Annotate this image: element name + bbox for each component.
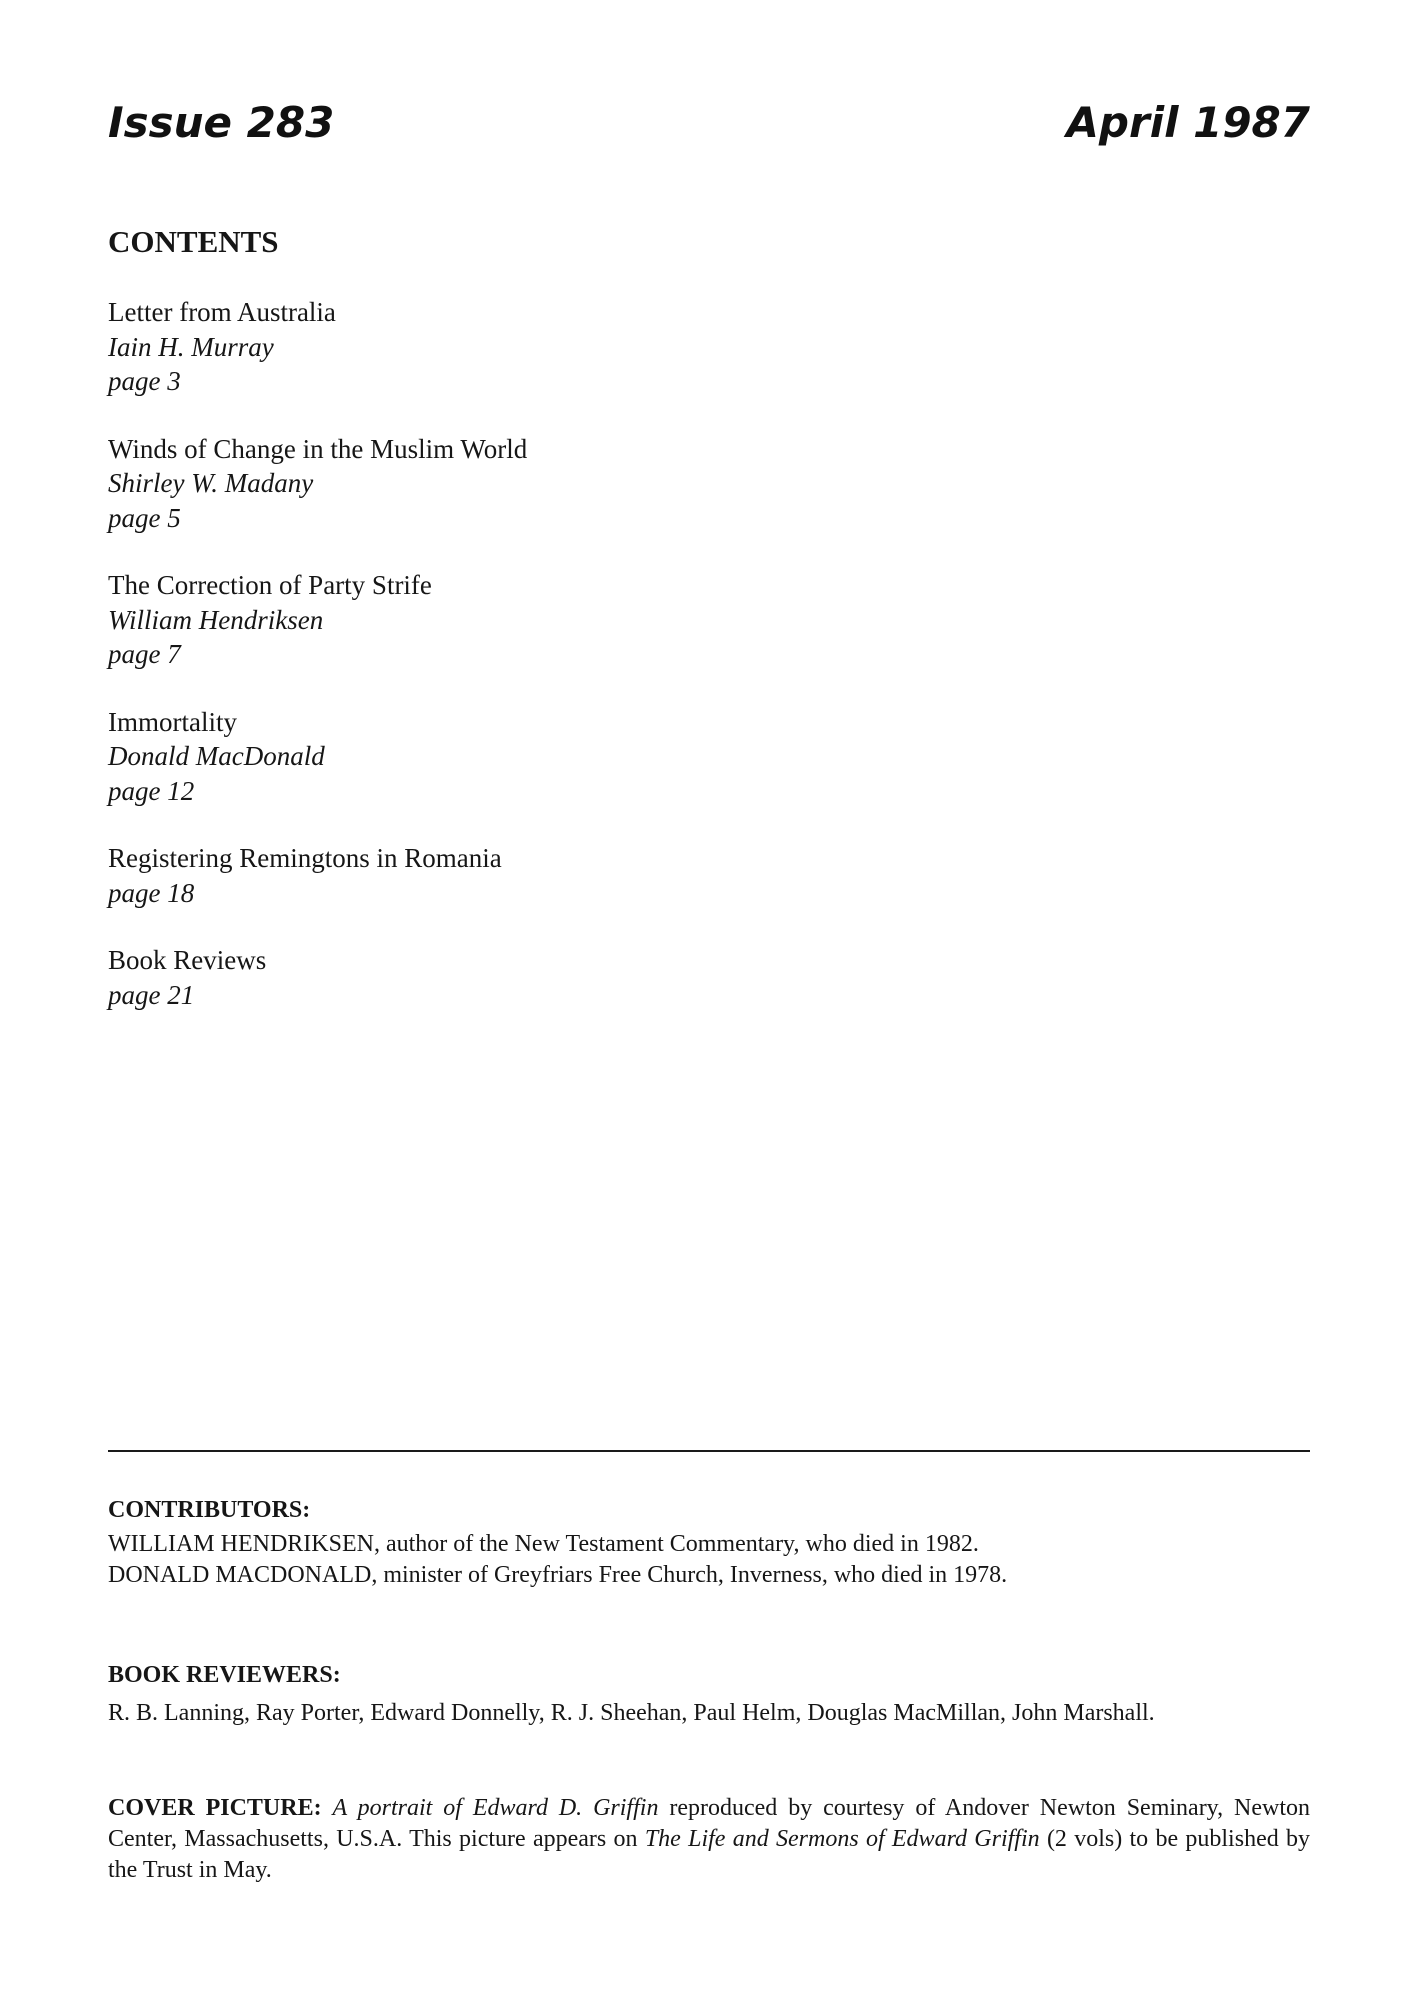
cover-picture-text-end: (2 vols) to be published by the Trust in May. [108, 1826, 1310, 1883]
article-author: William Hendriksen [108, 604, 324, 635]
contents-item [108, 432, 527, 536]
contents-item [108, 295, 527, 399]
section-divider [108, 1450, 1310, 1452]
article-page: page 7 [108, 639, 181, 669]
book-reviewers-heading: BOOK REVIEWERS: [108, 1662, 341, 1688]
article-author: Shirley W. Madany [108, 468, 314, 498]
cover-book-title: The Life and Sermons of Edward Griffin [644, 1826, 1040, 1852]
contents-heading: CONTENTS [108, 224, 279, 259]
article-page: page 3 [108, 366, 181, 396]
book-reviewers-list: R. B. Lanning, Ray Porter, Edward Donnelly, R. J. Sheehan, Paul Helm, Douglas MacMillan, John Marshall. [108, 1700, 1155, 1726]
cover-picture-heading: COVER PICTURE: [108, 1795, 322, 1821]
contents-item [108, 943, 527, 1012]
contents-list [108, 295, 527, 1045]
cover-portrait-title: A portrait of Edward D. Griffin [332, 1795, 659, 1821]
article-title: Immortality [108, 706, 237, 737]
contributors-section [108, 1495, 1310, 1591]
cover-picture-section [108, 1793, 1310, 1886]
issue-number: Issue 283 [108, 98, 335, 147]
contents-item [108, 568, 527, 672]
article-title: Registering Remingtons in Romania [108, 843, 502, 873]
contributors-heading: CONTRIBUTORS: [108, 1497, 311, 1523]
article-author: Iain H. Murray [108, 331, 274, 362]
article-title: Book Reviews [108, 945, 267, 975]
article-title: Winds of Change in the Muslim World [108, 433, 528, 464]
article-page: page 12 [108, 775, 195, 806]
contents-item [108, 841, 527, 910]
contents-item [108, 705, 527, 809]
contributor-line: DONALD MACDONALD, minister of Greyfriars Free Church, Inverness, who died in 1978. [108, 1562, 1008, 1588]
article-page: page 18 [108, 877, 195, 908]
article-page: page 21 [108, 979, 195, 1010]
book-reviewers-section [108, 1660, 1310, 1729]
cover-picture-text: reproduced by courtesy of Andover Newton Seminary, Newton Center, Massachusetts, U.S.A. This picture appears on [108, 1795, 1311, 1852]
article-title: Letter from Australia [108, 297, 336, 327]
issue-date: April 1987 [1066, 98, 1310, 147]
article-author: Donald MacDonald [108, 741, 325, 771]
article-page: page 5 [108, 502, 181, 533]
article-title: The Correction of Party Strife [108, 570, 432, 600]
contributor-line: WILLIAM HENDRIKSEN, author of the New Testament Commentary, who died in 1982. [108, 1531, 979, 1557]
